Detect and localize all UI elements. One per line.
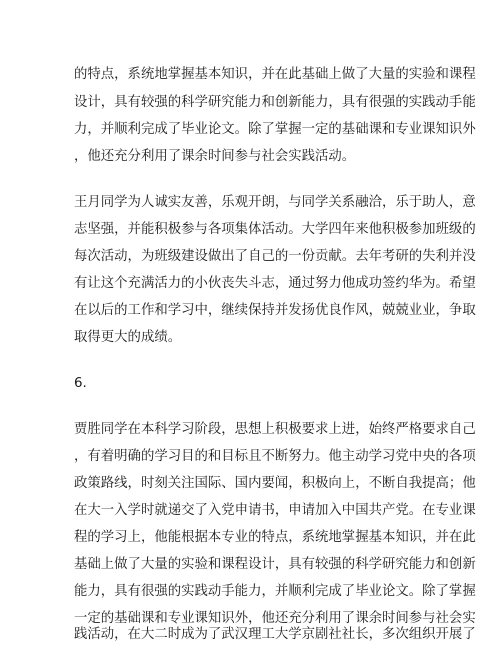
text-line: 在以后的工作和学习中，继续保持并发扬优良作风，兢兢业业，争取 [74,303,476,318]
text-line: 一定的基础课和专业课知识外，他还充分利用了课余时间参与社会实 [74,611,476,626]
text-line: 王月同学为人诚实友善，乐观开朗，与同学关系融洽，乐于助人，意 [74,195,476,210]
text-line: 力，并顺利完成了毕业论文。除了掌握一定的基础课和专业课知识外 [74,122,476,137]
text-line: ，他还充分利用了课余时间参与社会实践活动。 [74,149,356,164]
text-line: 程的学习上，他能根据本专业的特点，系统地掌握基本知识，并在此 [74,530,476,545]
text-line: 在大一入学时就递交了入党申请书，申请加入中国共产党。在专业课 [74,503,476,518]
text-line: 每次活动，为班级建设做出了自己的一份贡献。去年考研的失利并没 [74,249,476,264]
text-line: 的特点，系统地掌握基本知识，并在此基础上做了大量的实验和课程 [74,67,476,82]
text-line: 基础上做了大量的实验和课程设计，具有较强的科学研究能力和创新 [74,557,476,572]
text-line: ，有着明确的学习目的和目标且不断努力。他主动学习党中央的各项 [74,449,476,464]
text-line: 能力，具有很强的实践动手能力，并顺利完成了毕业论文。除了掌握 [74,584,476,599]
section-number: 6. [74,376,87,391]
text-line: 践活动，在大二时成为了武汉理工大学京剧社社长，多次组织开展了 [74,627,476,642]
text-line: 设计，具有较强的科学研究能力和创新能力，具有很强的实践动手能 [74,95,476,110]
text-line: 取得更大的成绩。 [74,330,182,345]
text-line: 有让这个充满活力的小伙丧失斗志，通过努力他成功签约华为。希望 [74,276,476,291]
text-line: 政策路线，时刻关注国际、国内要闻，积极向上，不断自我提高；他 [74,476,476,491]
text-line: 志坚强，并能积极参与各项集体活动。大学四年来他积极参加班级的 [74,222,476,237]
text-line: 贾胜同学在本科学习阶段，思想上积极要求上进，始终严格要求自己 [74,422,476,437]
